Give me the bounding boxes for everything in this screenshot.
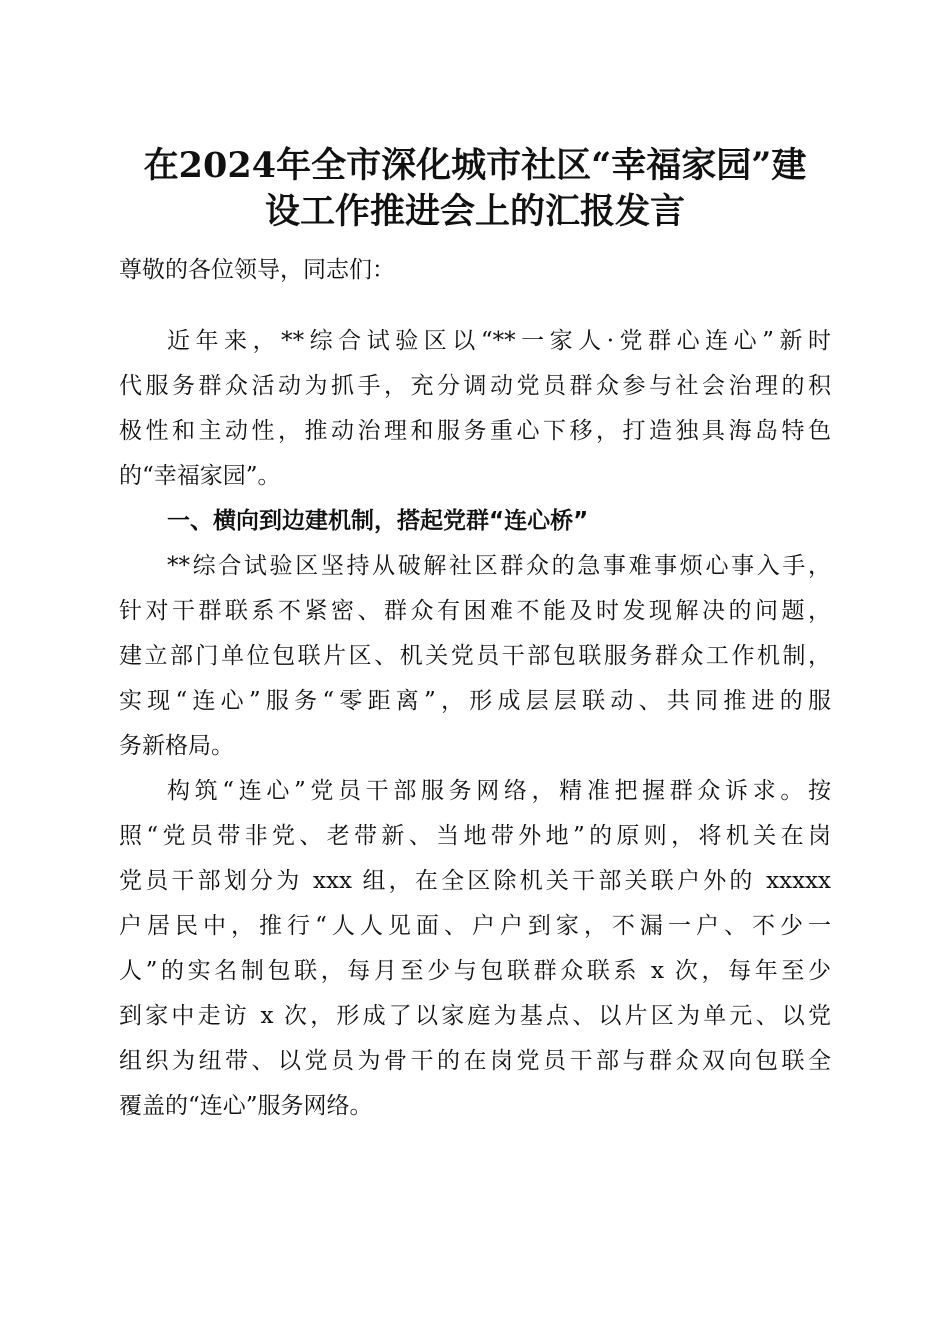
- salutation: 尊敬的各位领导，同志们：: [119, 257, 395, 283]
- paragraph-line: 户居民中，推行“人人见面、户户到家，不漏一户、不少一: [119, 913, 831, 939]
- paragraph-line: 建立部门单位包联片区、机关党员干部包联服务群众工作机制，: [119, 643, 831, 669]
- paragraph-line: 务新格局。: [119, 733, 234, 759]
- paragraph-line: 针对干群联系不紧密、群众有困难不能及时发现解决的问题，: [119, 598, 831, 624]
- paragraph-line: **综合试验区坚持从破解社区群众的急事难事烦心事入手，: [167, 553, 831, 579]
- section-heading: 一、横向到边建机制，搭起党群“连心桥”: [167, 508, 589, 534]
- intro-line: 的“幸福家园”。: [119, 463, 281, 489]
- paragraph-line: 组织为纽带、以党员为骨干的在岗党员干部与群众双向包联全: [119, 1048, 831, 1074]
- intro-line: 极性和主动性，推动治理和服务重心下移，打造独具海岛特色: [119, 418, 831, 444]
- intro-line: 代服务群众活动为抓手，充分调动党员群众参与社会治理的积: [119, 373, 831, 399]
- document-title-line-1: 在2024年全市深化城市社区“幸福家园”建: [143, 145, 807, 186]
- document-title-line-2: 设工作推进会上的汇报发言: [264, 191, 685, 232]
- paragraph-line: 照“党员带非党、老带新、当地带外地”的原则，将机关在岗: [119, 823, 831, 849]
- paragraph-line: 人”的实名制包联，每月至少与包联群众联系 x 次，每年至少: [119, 958, 831, 984]
- paragraph-line: 构筑“连心”党员干部服务网络，精准把握群众诉求。按: [167, 778, 831, 804]
- paragraph-line: 到家中走访 x 次，形成了以家庭为基点、以片区为单元、以党: [119, 1003, 831, 1029]
- paragraph-line: 党员干部划分为 xxx 组，在全区除机关干部关联户外的 xxxxx: [119, 868, 831, 894]
- intro-line: 近年来，**综合试验区以“**一家人·党群心连心”新时: [167, 328, 831, 354]
- paragraph-line: 实现“连心”服务“零距离”，形成层层联动、共同推进的服: [119, 688, 831, 714]
- paragraph-line: 覆盖的“连心”服务网络。: [119, 1093, 373, 1119]
